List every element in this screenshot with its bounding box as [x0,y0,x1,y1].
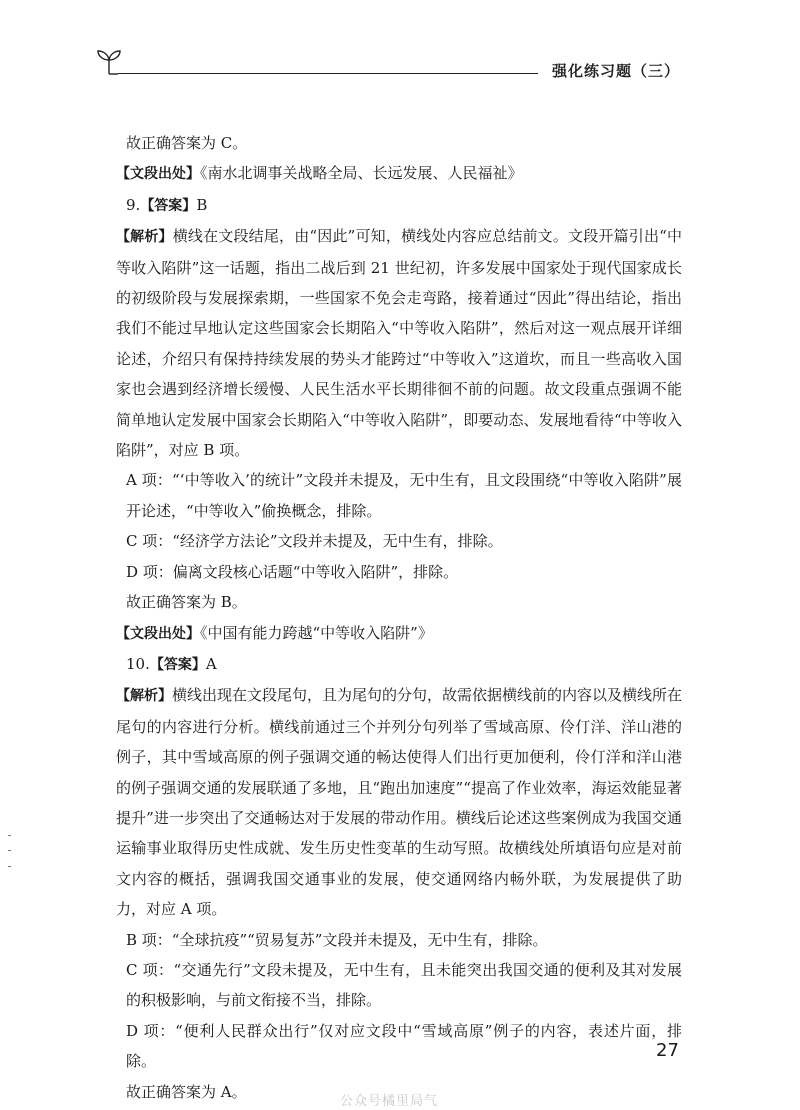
analysis-paragraph-10 [116,680,682,924]
analysis-label: 【解析】 [116,688,172,705]
analysis-label: 【解析】 [116,229,173,246]
question-number: 10. [126,654,150,673]
option-analysis-b [126,925,682,955]
option-analysis-a [126,465,682,526]
answer-label: 【答案】 [140,197,197,214]
answer-conclusion-9 [126,587,682,617]
sprout-leaf-icon [94,44,124,76]
analysis-text: 横线在文段结尾，由“因此”可知，横线处内容应总结前文。文段开篇引出“中等收入陷阱”这一话题，指出二战后到 21 世纪初，许多发展中国家处于现代国家成长的初级阶段与发展探索期，一些国家不免会走弯路，接着通过“因此”得出结论，指出我们不能过早地认定这些国家会长期陷入“中等收入陷阱”，然后对这一观点展开详细论述，介绍只有保持持续发展的势头才能跨过“中等收入”这道坎，而且一些高收入国家也会遇到经济增长缓慢、人民生活水平长期徘徊不前的问题。故文段重点强调不能简单地认定发展中国家会长期陷入“中等收入陷阱”，即要动态、发展地看待“中等收入陷阱”，对应 B 项。 [116,227,683,460]
header-divider [118,73,538,74]
option-text: D 项：偏离文段核心话题“中等收入陷阱”，排除。 [126,562,459,581]
paragraph-source-9 [116,618,682,649]
source-label: 【文段出处】 [116,625,200,642]
answer-value: A [205,654,217,673]
question-answer-10 [126,649,682,680]
page-body [116,128,683,1107]
option-text: B 项：“全球抗疫”“贸易复苏”文段并未提及，无中生有，排除。 [126,930,548,949]
answer-conclusion: 故正确答案为 A。 [126,1082,247,1101]
option-analysis-d [126,1016,682,1077]
paragraph [126,128,682,158]
option-text: D 项：“便利人民群众出行”仅对应文段中“雪域高原”例子的内容，表述片面，排除。 [126,1021,682,1071]
header-title: 强化练习题（三） [552,62,681,80]
source-label: 【文段出处】 [116,166,200,183]
option-analysis-d [126,557,682,587]
question-answer-9 [126,190,682,221]
answer-label: 【答案】 [149,656,206,673]
option-text: C 项：“交通先行”文段未提及，无中生有，且未能突出我国交通的便利及其对发展的积极影响，与前文衔接不当，排除。 [126,960,682,1010]
option-analysis-c [126,955,682,1016]
scan-edge-mark [8,835,11,836]
answer-conclusion: 故正确答案为 B。 [126,593,247,612]
scan-edge-mark [8,850,11,851]
option-text: A 项：“‘中等收入’的统计”文段并未提及，无中生有，且文段围绕“中等收入陷阱”展开论述，“中等收入”偷换概念，排除。 [126,471,682,520]
watermark: 公众号橘里局气 [340,1094,439,1109]
analysis-paragraph-9 [116,221,682,465]
running-header [0,0,800,90]
source-text: 《中国有能力跨越“中等收入陷阱”》 [200,623,433,642]
analysis-text: 横线出现在文段尾句，且为尾句的分句，故需依据横线前的内容以及横线所在尾句的内容进行分析。横线前通过三个并列分句列举了雪域高原、伶仃洋、洋山港的例子，其中雪域高原的例子强调交通的畅达使得人们出行更加便利，伶仃洋和洋山港的例子强调交通的发展联通了多地，且“跑出加速度”“提高了作业效率，海运效能显著提升”进一步突出了交通畅达对于发展的带动作用。横线后论述这些案例成为我国交通运输事业取得历史性成就、发生历史性变革的生动写照。故横线处所填语句应是对前文内容的概括，强调我国交通事业的发展，使交通网络内畅外联，为发展提供了助力，对应 A 项。 [116,686,683,919]
question-number: 9. [126,195,141,214]
scan-edge-mark [8,866,11,867]
answer-value: B [196,195,208,214]
paragraph-source [116,158,682,189]
source-text: 《南水北调事关战略全局、长远发展、人民福祉》 [200,164,523,183]
option-text: C 项：“经济学方法论”文段并未提及，无中生有，排除。 [126,532,503,551]
answer-conclusion: 故正确答案为 C。 [126,134,248,152]
page-number: 27 [656,1040,679,1061]
option-analysis-c [126,526,682,556]
